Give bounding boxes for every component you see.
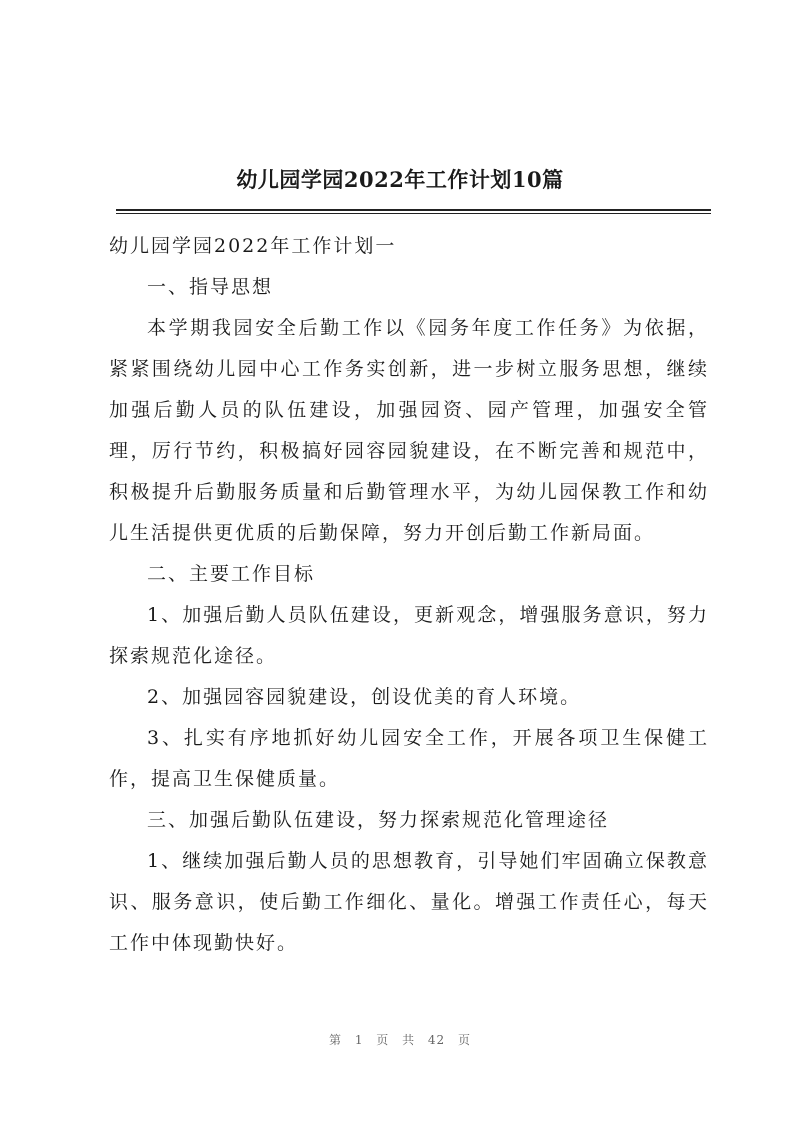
subheading-main-goals: 二、主要工作目标 (147, 563, 316, 585)
list-item: 1、继续加强后勤人员的思想教育，引导她们牢固确立保教意识、服务意识，使后勤工作细化、量化。增强工作责任心，每天工作中体现勤快好。 (109, 850, 709, 954)
document-body (109, 226, 709, 964)
page-number: 第 1 页 共 42 页 (329, 1033, 471, 1047)
subheading-team-building: 三、加强后勤队伍建设，努力探索规范化管理途径 (147, 809, 610, 831)
paragraph: 本学期我园安全后勤工作以《园务年度工作任务》为依据，紧紧围绕幼儿园中心工作务实创新，进一步树立服务思想，继续加强后勤人员的队伍建设，加强园资、园产管理，加强安全管理，厉行节约，积极搞好园容园貌建设，在不断完善和规范中，积极提升后勤服务质量和后勤管理水平，为幼儿园保教工作和幼儿生活提供更优质的后勤保障，努力开创后勤工作新局面。 (109, 317, 709, 544)
subheading-guiding-thought: 一、指导思想 (147, 276, 274, 298)
list-item: 1、加强后勤人员队伍建设，更新观念，增强服务意识，努力探索规范化途径。 (109, 604, 709, 667)
section-heading: 幼儿园学园2022年工作计划一 (109, 235, 397, 257)
title-divider (116, 209, 711, 211)
list-item: 2、加强园容园貌建设，创设优美的育人环境。 (147, 686, 582, 708)
document-title: 幼儿园学园2022年工作计划10篇 (236, 167, 564, 192)
list-item: 3、扎实有序地抓好幼儿园安全工作，开展各项卫生保健工作，提高卫生保健质量。 (109, 727, 709, 790)
